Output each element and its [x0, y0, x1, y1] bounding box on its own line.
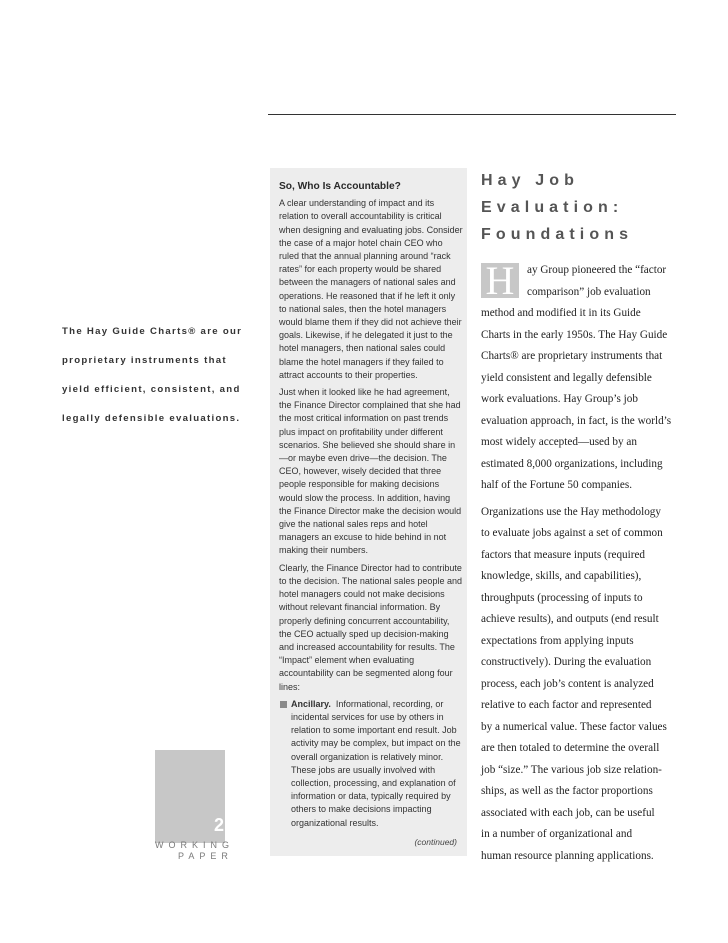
body-line: yield consistent and legally defensible	[481, 371, 652, 384]
sidebar-box	[270, 168, 467, 856]
sidebar-content	[279, 180, 463, 830]
body-line: associated with each job, can be useful	[481, 806, 655, 819]
top-rule	[268, 114, 676, 115]
body-line: half of the Fortune 50 companies.	[481, 479, 632, 491]
body-line: by a numerical value. These factor values	[481, 720, 667, 733]
body-line: in a number of organizational and	[481, 828, 633, 840]
sidebar-paragraph: Just when it looked like he had agreement, the Finance Director complained that she had the most critical information on past trends plus impact on profitability under different scenarios. She believed she should share in—or maybe even drive—the decision. The CEO, however, wisely decided that three people responsible for making decisions would slow the process. In addition, having the Finance Director make the decision would give the national sales reps and hotel managers an excuse to hide behind in not making their numbers.	[279, 387, 462, 556]
body-line: ships, as well as the factor proportions	[481, 785, 653, 797]
body-line: estimated 8,000 organizations, including	[481, 457, 663, 470]
drop-cap: H	[481, 263, 519, 298]
pull-quote-line: The Hay Guide Charts® are our	[62, 326, 243, 337]
body-line: factors that measure inputs (required	[481, 548, 646, 561]
article-title-line: Foundations	[481, 226, 634, 243]
pull-quote	[62, 317, 243, 433]
body-line: constructively). During the evaluation	[481, 656, 652, 668]
continued-note: (continued)	[414, 837, 457, 847]
body-line: expectations from applying inputs	[481, 634, 634, 647]
square-bullet-icon	[280, 701, 287, 708]
body-line: achieve results), and outputs (end result	[481, 613, 659, 625]
article-title-line: Hay Job	[481, 172, 579, 189]
body-line: process, each job’s content is analyzed	[481, 677, 654, 690]
footer-label-working: WORKING	[155, 840, 234, 850]
body-line: Organizations use the Hay methodology	[481, 505, 661, 518]
article-title	[481, 167, 681, 248]
body-line: work evaluations. Hay Group’s job	[481, 393, 638, 405]
footer-label-paper: PAPER	[178, 851, 233, 861]
pull-quote-line: proprietary instruments that	[62, 355, 227, 366]
pull-quote-line: yield efficient, consistent, and	[62, 384, 241, 395]
sidebar-paragraph: A clear understanding of impact and its relation to overall accountability is critical when designing and evaluating jobs. Consider the case of a major hotel chain CEO who ruled that the annual planning around “rack rates” for each property would be shared between the managers of national sales and operations. He reasoned that if he left it only to national sales, then the hotel managers would blame them if they did not achieve their goals. Likewise, if he delegated it just to the hotel managers, then national sales could blame the hotel managers if they failed to attract accounts to their properties.	[279, 198, 463, 380]
body-line: Charts® are proprietary instruments that	[481, 350, 663, 362]
body-line: evaluation approach, in fact, is the world’s	[481, 414, 672, 427]
article-body	[481, 260, 677, 867]
body-line: comparison” job evaluation	[527, 285, 651, 298]
page-number: 2	[213, 815, 224, 835]
body-line: relative to each factor and represented	[481, 699, 652, 711]
body-line: job “size.” The various job size relation-	[481, 763, 662, 776]
body-line: Charts in the early 1950s. The Hay Guide	[481, 328, 668, 341]
sidebar-bullet	[279, 698, 463, 830]
body-line: method and modified it in its Guide	[481, 307, 641, 319]
body-line: ay Group pioneered the “factor	[527, 264, 667, 276]
body-line: throughputs (processing of inputs to	[481, 591, 643, 604]
bullet-term: Ancillary.	[291, 698, 331, 709]
pull-quote-line: legally defensible evaluations.	[62, 413, 241, 424]
sidebar-title: So, Who Is Accountable?	[279, 181, 401, 192]
body-line: human resource planning applications.	[481, 849, 654, 862]
bullet-text: Informational, recording, or incidental services for use by others in relation to some important end result. Job activity may be complex, but impact on the overall organization is relatively minor. These jobs are usually involved with collection, processing, and explanation of information or data, typically required by others to make decisions impacting organizational results.	[291, 698, 461, 828]
body-line: to evaluate jobs against a set of common	[481, 527, 663, 539]
body-line: most widely accepted—used by an	[481, 436, 637, 448]
sidebar-paragraph: Clearly, the Finance Director had to contribute to the decision. The national sales people and hotel managers could not make decisions without relevant financial information. By properly defining concurrent accountability, the CEO actually sped up decision-making and increased accountability for results. The “Impact” element when evaluating accountability can be segmented along four lines:	[279, 562, 462, 692]
article-title-line: Evaluation:	[481, 199, 624, 216]
body-line: are then totaled to determine the overall	[481, 742, 660, 754]
body-line: knowledge, skills, and capabilities),	[481, 570, 642, 582]
